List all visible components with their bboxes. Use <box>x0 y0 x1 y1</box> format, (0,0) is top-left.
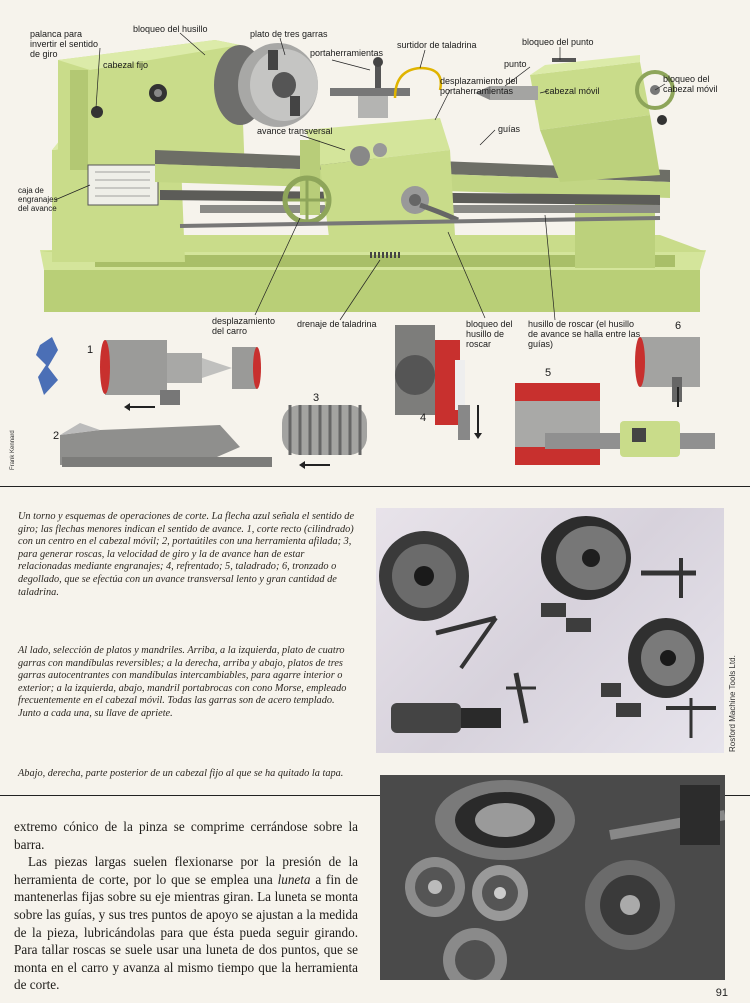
chucks-photo <box>376 508 724 753</box>
body-text <box>14 818 358 994</box>
label-bloqueo-punto: bloqueo del punto <box>522 37 594 47</box>
section-rule-top <box>0 486 750 487</box>
label-husillo-roscar: husillo de roscar (el husillo de avance se halla entre las guías) <box>528 319 641 349</box>
label-palanca: palanca para invertir el sentido de giro <box>30 29 99 59</box>
label-cabezal-fijo: cabezal fijo <box>103 60 149 70</box>
body-term-luneta: luneta <box>277 871 311 887</box>
label-portaherramientas: portaherramientas <box>310 48 384 58</box>
headstock-photo <box>380 775 725 980</box>
diagram-number-1: 1 <box>87 344 94 356</box>
illustrator-credit: Frank Kennard <box>10 430 16 470</box>
diagram-number-3: 3 <box>313 392 320 404</box>
operations-diagrams <box>0 315 750 487</box>
diagram-number-6: 6 <box>675 320 682 332</box>
diagram-number-2: 2 <box>53 430 60 442</box>
label-bloqueo-husillo: bloqueo del husillo <box>133 24 208 34</box>
caption-lathe-operations: Un torno y esquemas de operaciones de corte. La flecha azul señala el sentido de giro; las flechas menores indican el sentido de avance. 1, corte recto (cilindrado) con un centro en el cabezal móvil; 2, portaútiles con una herramienta afilada; 3, para generar roscas, la velocidad de giro y la de avance han de estar relacionadas mediante engranajes; 4, refrentado; 5, taladrado; 6, tronzado o degollado, que se efectúa con un avance transversal lento y gran cantidad de taladrina. <box>18 511 355 598</box>
label-bloqueo-husillo-roscar: bloqueo del husillo de roscar <box>466 319 513 349</box>
label-punto: punto <box>504 59 527 69</box>
label-surtidor: surtidor de taladrina <box>397 40 477 50</box>
caption-chucks: Al lado, selección de platos y mandriles. Arriba, a la izquierda, plato de cuatro garras con mandíbulas reversibles; a la derecha, arriba y abajo, platos de tres garras autocentrantes con mandíbulas intercambiables, para agarre interior o exterior; a la izquierda, abajo, mandril portabrocas con cono Morse, empleado frecuentemente en el cabezal móvil. Todas las garras son de acero templado. Junto a cada una, su llave de apriete. <box>18 645 347 719</box>
body-paragraph-2-end: a fin de mantenerlas fijas sobre su eje mientras giran. La luneta se monta sobre las guías, y sus tres puntos de apoyo se ajustan a la medida de la pieza, lubricándolas para que ésta pueda seguir girando. Para tallar roscas se suele usar una luneta de dos puntos, que se monta en el carro y avanza al mismo tiempo que la herramienta de corte. <box>14 871 358 993</box>
body-paragraph-2 <box>14 853 358 994</box>
label-bloqueo-cabezal-movil: bloqueo del cabezal móvil <box>663 74 718 94</box>
label-cabezal-movil: cabezal móvil <box>545 86 600 96</box>
caption-headstock: Abajo, derecha, parte posterior de un cabezal fijo al que se ha quitado la tapa. <box>18 768 344 779</box>
photo-credit: Rosford Machine Tools Ltd. <box>728 655 737 752</box>
diagram-number-4: 4 <box>420 412 427 424</box>
label-plato-tres-garras: plato de tres garras <box>250 29 328 39</box>
label-drenaje: drenaje de taladrina <box>297 319 377 329</box>
body-paragraph-2-start: Las piezas largas suelen flexionarse por la presión de la herramienta de corte, por lo que se emplea una <box>14 854 358 887</box>
label-avance-transversal: avance transversal <box>257 126 333 136</box>
label-desplazamiento-portaherramientas: desplazamiento del portaherramientas <box>440 76 518 96</box>
label-guias: guías <box>498 124 521 134</box>
label-caja-engranajes: caja de engranajes del avance <box>18 186 58 213</box>
body-paragraph-1: extremo cónico de la pinza se comprime cerrándose sobre la barra. <box>14 819 358 852</box>
label-desplazamiento-carro: desplazamiento del carro <box>212 316 276 336</box>
page-number: 91 <box>715 987 728 999</box>
diagram-number-5: 5 <box>545 367 552 379</box>
